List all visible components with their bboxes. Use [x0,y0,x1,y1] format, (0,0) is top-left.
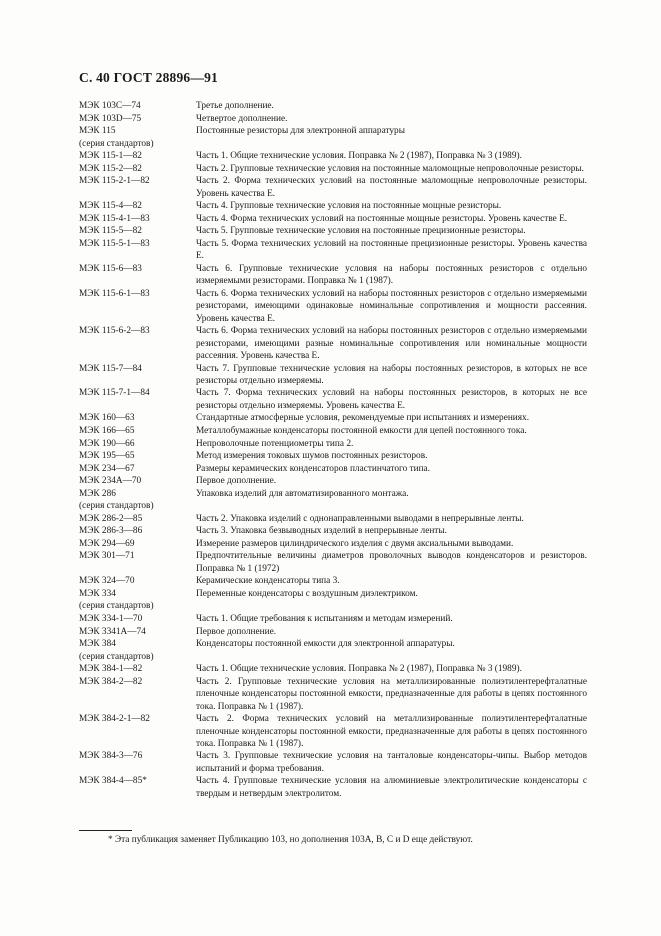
list-item [79,626,587,638]
standard-code: МЭК 286 [79,488,116,499]
standard-code: МЭК 115-1—82 [79,151,142,162]
standard-code: МЭК 286-2—85 [79,513,143,524]
standard-code: МЭК 324—70 [79,576,135,587]
standard-code: МЭК 384-3—76 [79,751,143,762]
list-item [79,288,587,325]
list-item [79,412,587,424]
standard-description: Четвертое дополнение. [196,113,288,124]
standard-code: МЭК 115-4—82 [79,201,142,212]
list-item [79,225,587,237]
standard-description: Металлобумажные конденсаторы постоянной емкости для цепей постоянного тока. [196,425,527,436]
standard-code: (серия стандартов) [79,651,154,662]
list-item [79,588,587,600]
standard-description: Упаковка изделий для автоматизированного монтажа. [196,488,409,499]
list-item [79,325,587,362]
list-item [79,100,587,112]
list-item [79,500,587,512]
list-item [79,550,587,575]
standard-code: МЭК 115-7-1—84 [79,388,150,399]
standard-description: Размеры керамических конденсаторов пластинчатого типа. [196,463,431,474]
footnote: * Эта публикация заменяет Публикацию 103, но дополнения 103А, В, С и D еще действуют. [108,835,473,845]
standard-code: МЭК 384-2-1—82 [79,714,150,725]
standard-description: Часть 7. Форма технических условий на наборы постоянных резисторов, в которых не все резисторы отдельно измеряемы. Уровень качества Е. [196,388,587,411]
standard-description [196,600,587,612]
standard-code: МЭК 384-1—82 [79,664,143,675]
standard-description: Часть 2. Упаковка изделий с однонаправленными выводами в непрерывные ленты. [196,513,524,524]
standard-code: МЭК 286-3—86 [79,526,143,537]
standard-description [196,500,587,512]
standard-code: МЭК 190—66 [79,438,135,449]
standard-code: МЭК 103С—74 [79,101,141,111]
standard-code: МЭК 115-7—84 [79,363,142,374]
standard-code: МЭК 234—67 [79,463,135,474]
list-item [79,363,587,388]
page-header: С. 40 ГОСТ 28896—91 [79,70,218,85]
standard-code: МЭК 115-5-1—83 [79,238,150,249]
standards-list [79,100,587,800]
list-item [79,651,587,663]
standard-code: МЭК 115-5—82 [79,226,142,237]
standard-code: МЭК 384-2—82 [79,676,143,687]
list-item [79,425,587,437]
list-item [79,125,587,137]
list-item [79,200,587,212]
standard-description: Часть 7. Групповые технические условия на наборы постоянных резисторов, в которых не все резисторы отдельно измеряемы. [196,363,587,386]
standard-code: МЭК 115-6-2—83 [79,326,150,337]
standard-code: МЭК 103D—75 [79,113,142,124]
list-item [79,387,587,412]
standard-description: Часть 3. Групповые технические условия на танталовые конденсаторы-чипы. Выбор методов испытаний и форма требования. [196,751,587,774]
list-item [79,575,587,587]
standard-code: МЭК 115-6—83 [79,263,142,274]
standard-description: Часть 2. Групповые технические условия на металлизированные полиэтилентерефталатные пленочные конденсаторы постоянной емкости, предназначенные для работы в цепях постоянного тока. Поправка № 1 (1987). [196,676,587,712]
standard-description: Непроволочные потенциометры типа 2. [196,438,354,449]
list-item [79,775,587,800]
list-item [79,263,587,288]
standard-description: Часть 5. Форма технических условий на постоянные прецизионные резисторы. Уровень качества Е. [196,238,587,262]
list-item [79,638,587,650]
standard-description: Предпочтительные величины диаметров проволочных выводов конденсаторов и резисторов. Поправка № 1 (1972) [196,551,587,574]
list-item [79,676,587,713]
standard-description: Часть 1. Общие технические условия. Поправка № 2 (1987), Поправка № 3 (1989). [196,151,522,162]
list-item [79,438,587,450]
standard-code: (серия стандартов) [79,601,154,612]
standard-description [196,651,587,663]
standard-code: МЭК 3341А—74 [79,626,146,637]
standard-description: Первое дополнение. [196,626,277,637]
list-item [79,663,587,675]
standard-code: МЭК 294—69 [79,538,135,549]
list-item [79,613,587,625]
list-item [79,463,587,475]
list-item [79,488,587,500]
footnote-separator [79,830,132,831]
standard-description: Часть 6. Форма технических условий на наборы постоянных резисторов с отдельно измеряемыми резисторами, имеющими одинаковые номинальные сопротивления и мощности рассеяния. Уровень качества Е. [196,288,587,324]
standard-description: Измерение размеров цилиндрического изделия с двумя аксиальными выводами. [196,538,514,549]
standard-description: Часть 1. Общие технические условия. Поправка № 2 (1987), Поправка № 3 (1989). [196,664,522,675]
list-item [79,238,587,263]
list-item [79,138,587,150]
list-item [79,525,587,537]
standard-description: Третье дополнение. [196,101,274,111]
standard-description: Часть 3. Упаковка безвыводных изделий в непрерывные ленты. [196,526,447,537]
standard-description: Часть 1. Общие требования к испытаниям и методам измерений. [196,614,453,625]
standard-description: Часть 5. Групповые технические условия на постоянные прецизионные резисторы. [196,226,526,237]
standard-code: МЭК 384 [79,639,116,650]
standard-description: Первое дополнение. [196,476,277,487]
standard-code: МЭК 115-6-1—83 [79,288,150,299]
standard-description: Часть 6. Форма технических условий на наборы постоянных резисторов с отдельно измеряемыми резисторами, имеющими разные номинальные сопротивления или номинальные мощности рассеяния. Уровень качества Е. [196,326,587,361]
list-item [79,175,587,200]
standard-code: МЭК 334-1—70 [79,614,143,625]
list-item [79,713,587,750]
standard-code: МЭК 234А—70 [79,476,142,487]
standard-code: МЭК 334 [79,588,116,599]
list-item [79,150,587,162]
standard-description: Постоянные резисторы для электронной аппаратуры [196,126,405,137]
standard-code: МЭК 195—65 [79,451,135,462]
standard-description: Часть 4. Форма технических условий на постоянные мощные резисторы. Уровень качестве Е. [196,213,568,224]
standard-code: (серия стандартов) [79,138,154,149]
standard-description: Часть 2. Форма технических условий на постоянные маломощные непроволочные резисторы. Уровень качества Е. [196,176,587,199]
list-item [79,600,587,612]
standard-code: МЭК 166—65 [79,425,135,436]
list-item [79,450,587,462]
standard-code: МЭК 160—63 [79,413,135,424]
standard-description: Часть 2. Форма технических условий на металлизированные полиэтилентерефталатные пленочные конденсаторы постоянной емкости, предназначенные для работы в цепях постоянного тока. Поправка № 1 (1987). [196,714,587,749]
standard-description: Конденсаторы постоянной емкости для электронной аппаратуры. [196,639,455,650]
list-item [79,163,587,175]
standard-description: Стандартные атмосферные условия, рекомендуемые при испытаниях и измерениях. [196,413,530,424]
standard-description: Метод измерения токовых шумов постоянных резисторов. [196,451,428,462]
standard-description: Часть 2. Групповые технические условия на постоянные маломощные непроволочные резисторы. [196,163,584,174]
list-item [79,513,587,525]
list-item [79,113,587,125]
list-item [79,750,587,775]
standard-description: Часть 6. Групповые технические условия на наборы постоянных резисторов с отдельно измеряемыми резисторами. Поправка № 1 (1987). [196,263,587,287]
standard-description: Переменные конденсаторы с воздушным диэлектриком. [196,588,418,599]
standard-code: МЭК 301—71 [79,551,135,562]
standard-code: (серия стандартов) [79,501,154,512]
standard-description: Керамические конденсаторы типа 3. [196,576,340,587]
list-item [79,538,587,550]
list-item [79,213,587,225]
standard-description: Часть 4. Групповые технические условия на постоянные мощные резисторы. [196,201,502,212]
standard-code: МЭК 115-4-1—83 [79,213,150,224]
standard-description: Часть 4. Групповые технические условия на алюминиевые электролитические конденсаторы с твердым и нетвердым электролитом. [196,776,587,799]
standard-code: МЭК 384-4—85* [79,776,147,787]
standard-code: МЭК 115-2-1—82 [79,176,150,187]
standard-code: МЭК 115-2—82 [79,163,142,174]
standard-description [196,138,587,150]
list-item [79,475,587,487]
standard-code: МЭК 115 [79,126,116,137]
